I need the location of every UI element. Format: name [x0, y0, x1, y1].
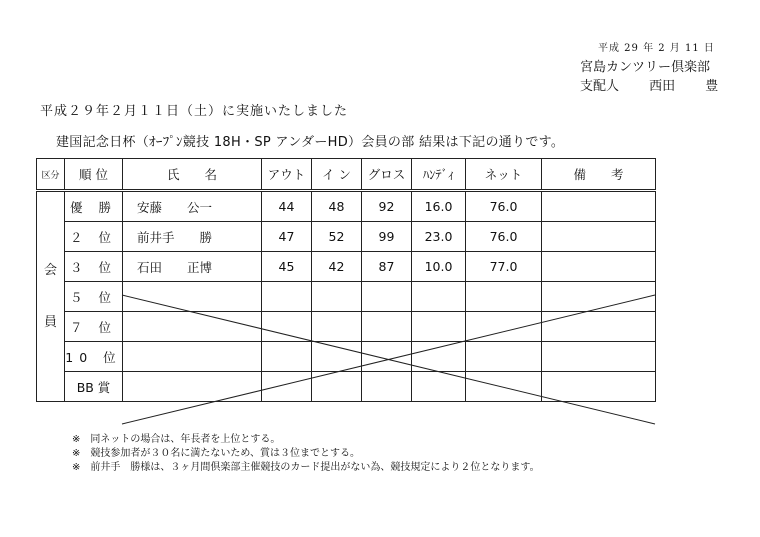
col-header-out: アウト — [262, 159, 312, 191]
name-cell: 石田 正博 — [123, 252, 262, 282]
rank-cell: ３ 位 — [65, 252, 123, 282]
in-cell: 42 — [312, 252, 362, 282]
in-cell: 48 — [312, 191, 362, 222]
col-header-name: 氏 名 — [123, 159, 262, 191]
name-cell: 前井手 勝 — [123, 222, 262, 252]
net-cell: 76.0 — [466, 191, 542, 222]
gross-cell: 87 — [362, 252, 412, 282]
result-title: 建国記念日杯（ｵｰﾌﾟﾝ競技 18H・SP アンダーHD）会員の部 結果は下記の通りです。 — [56, 135, 565, 150]
club-name: 宮島カンツリー倶楽部 — [580, 60, 711, 75]
gross-cell: 99 — [362, 222, 412, 252]
col-header-category: 区分 — [37, 159, 65, 191]
handicap-cell: 23.0 — [412, 222, 466, 252]
net-cell: 77.0 — [466, 252, 542, 282]
document-date: 平成 29 年 2 月 11 日 — [598, 43, 715, 54]
col-header-net: ネット — [466, 159, 542, 191]
manager-name: 支配人 西田 豊 — [580, 79, 719, 94]
col-header-rank: 順 位 — [65, 159, 123, 191]
category-char: 員 — [43, 314, 57, 330]
handicap-cell: 10.0 — [412, 252, 466, 282]
rank-cell: 10 位 — [65, 342, 123, 372]
rank-cell: ２ 位 — [65, 222, 123, 252]
out-cell: 47 — [262, 222, 312, 252]
net-cell: 76.0 — [466, 222, 542, 252]
footnote: ※ 競技参加者が３０名に満たないため、賞は３位までとする。 — [72, 448, 360, 459]
held-statement: 平成２９年２月１１日（土）に実施いたしました — [40, 104, 349, 119]
category-char: 会 — [43, 262, 57, 278]
rank-cell: BB 賞 — [65, 372, 123, 402]
rank-cell: ７ 位 — [65, 312, 123, 342]
col-header-remarks: 備 考 — [542, 159, 656, 191]
in-cell: 52 — [312, 222, 362, 252]
out-cell: 44 — [262, 191, 312, 222]
rank-cell: ５ 位 — [65, 282, 123, 312]
col-header-in: イ ン — [312, 159, 362, 191]
rank-cell: 優 勝 — [65, 191, 123, 222]
col-header-gross: グロス — [362, 159, 412, 191]
name-cell: 安藤 公一 — [123, 191, 262, 222]
handicap-cell: 16.0 — [412, 191, 466, 222]
col-header-handicap: ﾊﾝﾃﾞｨ — [412, 159, 466, 191]
out-cell: 45 — [262, 252, 312, 282]
footnote: ※ 同ネットの場合は、年長者を上位とする。 — [72, 434, 281, 445]
footnote: ※ 前井手 勝様は、３ヶ月間倶楽部主催競技のカード提出がない為、競技規定により２位となります。 — [72, 462, 540, 473]
gross-cell: 92 — [362, 191, 412, 222]
